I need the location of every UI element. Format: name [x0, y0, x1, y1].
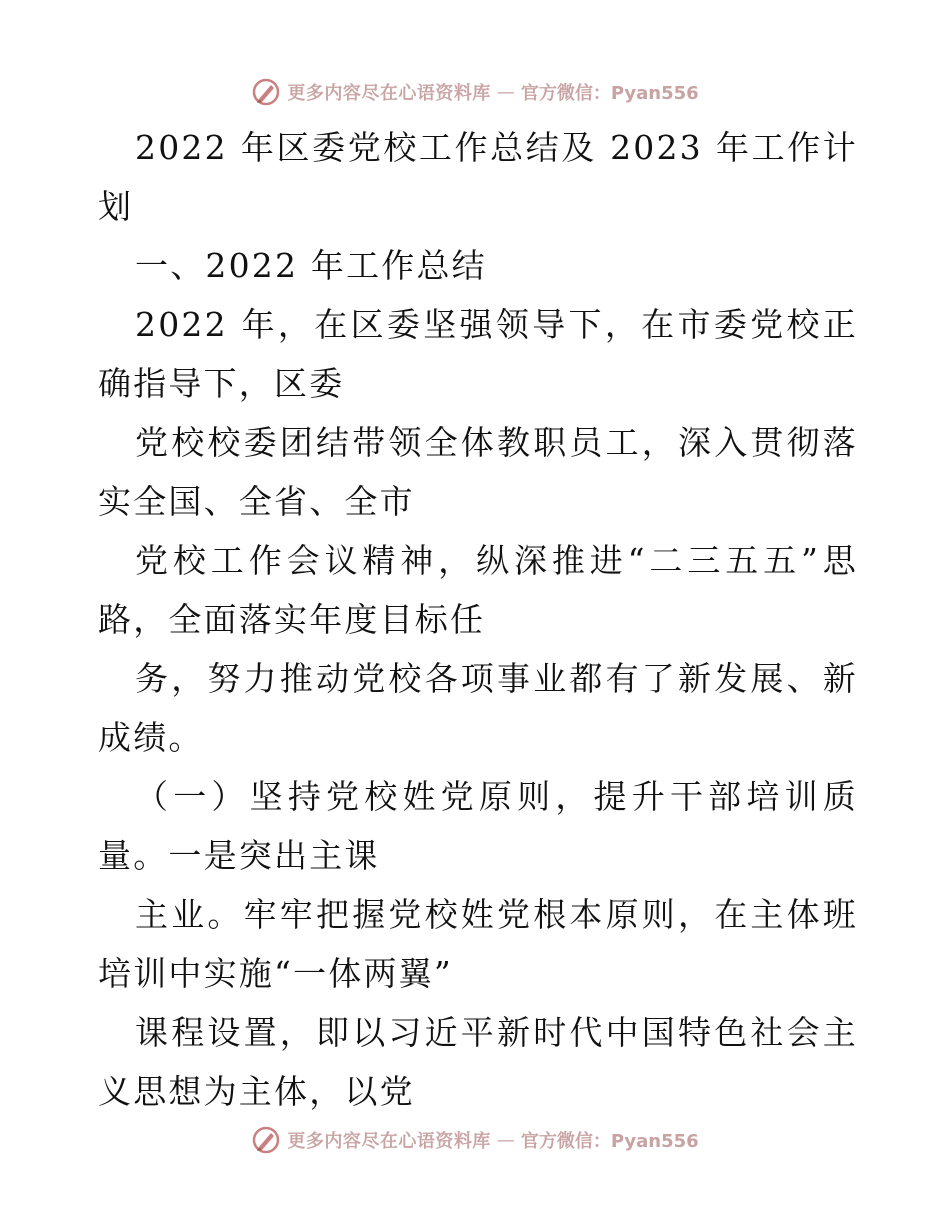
- watermark-main-text: 更多内容尽在心语资料库: [287, 83, 491, 104]
- pen-logo-icon: [251, 1125, 281, 1155]
- watermark-wechat: 官方微信：Pyan556: [520, 83, 699, 104]
- paragraph: （一）坚持党校姓党原则，提升干部培训质量。一是突出主课: [98, 777, 858, 875]
- paragraph: 务，努力推动党校各项事业都有了新发展、新成绩。: [98, 659, 858, 757]
- paragraph: 党校校委团结带领全体教职员工，深入贯彻落实全国、全省、全市: [98, 423, 858, 521]
- pen-logo-icon: [251, 77, 281, 107]
- watermark-bottom: [0, 1120, 950, 1160]
- document-body: [98, 118, 858, 1121]
- paragraph: 党校工作会议精神，纵深推进“二三五五”思路，全面落实年度目标任: [98, 541, 858, 639]
- paragraph: 主业。牢牢把握党校姓党根本原则，在主体班培训中实施“一体两翼”: [98, 895, 858, 993]
- section-heading: 一、2022 年工作总结: [135, 246, 487, 285]
- paragraph: 课程设置，即以习近平新时代中国特色社会主义思想为主体，以党: [98, 1013, 858, 1111]
- watermark-main-text: 更多内容尽在心语资料库: [287, 1131, 491, 1152]
- watermark-separator: —: [496, 81, 515, 103]
- document-title: 2022 年区委党校工作总结及 2023 年工作计划: [98, 128, 858, 226]
- watermark-wechat: 官方微信：Pyan556: [520, 1131, 699, 1152]
- watermark-separator: —: [496, 1129, 515, 1151]
- watermark-top: [0, 72, 950, 112]
- paragraph: 2022 年，在区委坚强领导下，在市委党校正确指导下，区委: [98, 305, 858, 403]
